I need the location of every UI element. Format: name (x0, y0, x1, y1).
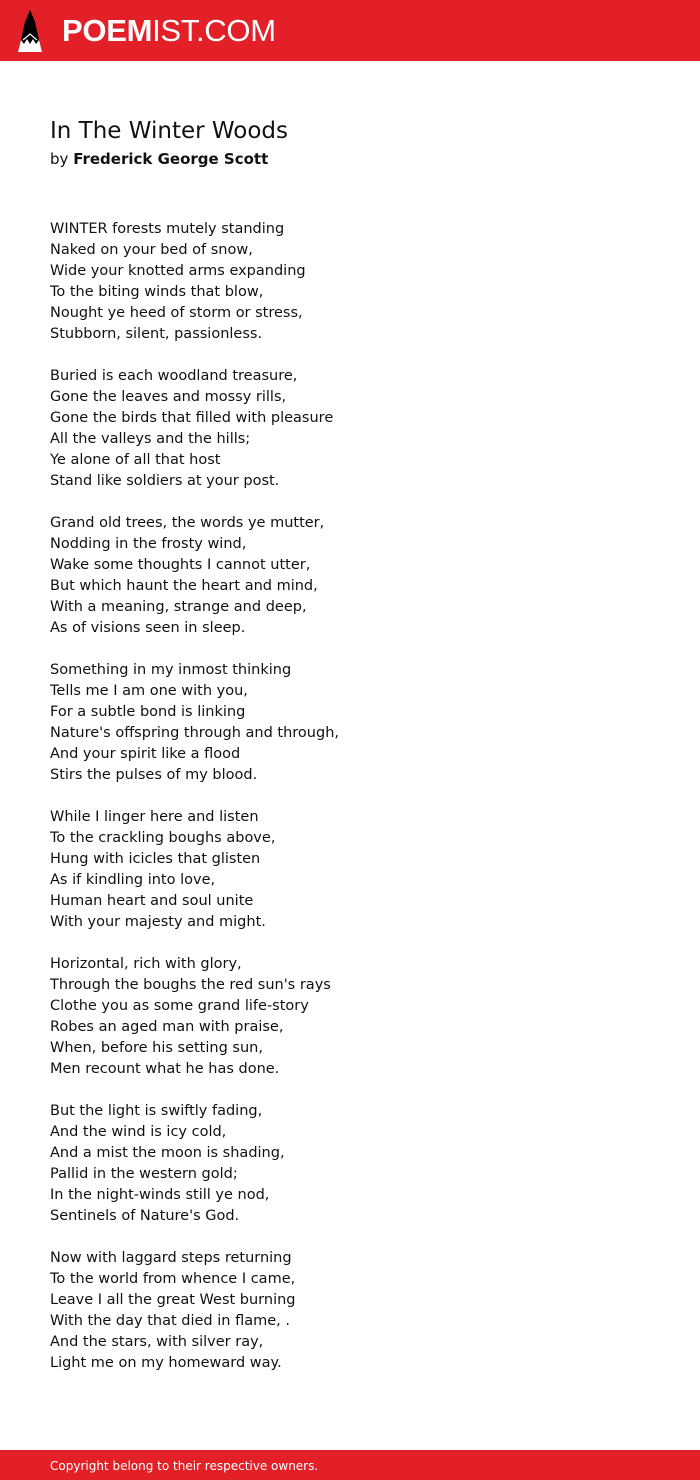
poem-line: Light me on my homeward way. (50, 1355, 282, 1371)
poem-line: To the world from whence I came, (50, 1271, 296, 1287)
poem-stanza (50, 807, 650, 933)
poem-line: Pallid in the western gold; (50, 1166, 238, 1182)
poem-line: Stand like soldiers at your post. (50, 473, 280, 489)
poem-line: Stubborn, silent, passionless. (50, 326, 263, 342)
poem-line: Ye alone of all that host (50, 452, 221, 468)
poem-line: Hung with icicles that glisten (50, 851, 261, 867)
poem-line: To the crackling boughs above, (50, 830, 276, 846)
logo-light-text: IST.COM (152, 13, 276, 48)
poem-byline (50, 148, 268, 170)
poem-line: Buried is each woodland treasure, (50, 368, 298, 384)
copyright-text: Copyright belong to their respective owners. (50, 1459, 319, 1473)
poem-line: Now with laggard steps returning (50, 1250, 292, 1266)
poem-line: Sentinels of Nature's God. (50, 1208, 240, 1224)
pencil-icon[interactable] (18, 10, 42, 52)
poem-line: And a mist the moon is shading, (50, 1145, 285, 1161)
poem-line: With your majesty and might. (50, 914, 266, 930)
poem-stanza (50, 366, 650, 492)
poem-line: Stirs the pulses of my blood. (50, 767, 258, 783)
poem-line: Nature's offspring through and through, (50, 725, 339, 741)
poem-line: Robes an aged man with praise, (50, 1019, 284, 1035)
poem-line: Naked on your bed of snow, (50, 242, 253, 258)
poem-line: Tells me I am one with you, (50, 683, 248, 699)
poem-line: Gone the birds that filled with pleasure (50, 410, 334, 426)
poem-line: And your spirit like a flood (50, 746, 241, 762)
poem-line: Nought ye heed of storm or stress, (50, 305, 303, 321)
site-footer (0, 1450, 700, 1480)
poem-line: In the night-winds still ye nod, (50, 1187, 270, 1203)
poem-line: Leave I all the great West burning (50, 1292, 296, 1308)
poem-line: Gone the leaves and mossy rills, (50, 389, 287, 405)
poem-line: Horizontal, rich with glory, (50, 956, 242, 972)
poem-stanza (50, 219, 650, 345)
poem-line: All the valleys and the hills; (50, 431, 251, 447)
poem-line: And the wind is icy cold, (50, 1124, 227, 1140)
poem-line: Wake some thoughts I cannot utter, (50, 557, 311, 573)
poem-line: Wide your knotted arms expanding (50, 263, 306, 279)
site-header (0, 0, 700, 61)
poem-line: To the biting winds that blow, (50, 284, 264, 300)
poem-line: With a meaning, strange and deep, (50, 599, 307, 615)
poem-body (50, 219, 650, 1395)
poem-line: Something in my inmost thinking (50, 662, 292, 678)
poem-line: WINTER forests mutely standing (50, 221, 285, 237)
poem-line: While I linger here and listen (50, 809, 259, 825)
poem-line: Human heart and soul unite (50, 893, 254, 909)
poem-line: But the light is swiftly fading, (50, 1103, 263, 1119)
poem-line: Nodding in the frosty wind, (50, 536, 247, 552)
poem-line: Through the boughs the red sun's rays (50, 977, 331, 993)
poem-line: Clothe you as some grand life-story (50, 998, 309, 1014)
poem-line: And the stars, with silver ray, (50, 1334, 264, 1350)
poem-line: Grand old trees, the words ye mutter, (50, 515, 325, 531)
logo-strong-text: POEM (62, 13, 153, 48)
by-label: by (50, 150, 69, 168)
poem-stanza (50, 1101, 650, 1227)
poem-stanza (50, 1248, 650, 1374)
poem-stanza (50, 513, 650, 639)
poem-line: When, before his setting sun, (50, 1040, 263, 1056)
poem-line: As of visions seen in sleep. (50, 620, 246, 636)
site-logo[interactable] (62, 13, 276, 49)
poem-line: For a subtle bond is linking (50, 704, 246, 720)
poem-line: Men recount what he has done. (50, 1061, 280, 1077)
poem-author: Frederick George Scott (73, 150, 269, 168)
poem-stanza (50, 660, 650, 786)
poem-line: With the day that died in flame, . (50, 1313, 290, 1329)
poem-stanza (50, 954, 650, 1080)
poem-line: But which haunt the heart and mind, (50, 578, 318, 594)
poem-line: As if kindling into love, (50, 872, 216, 888)
poem-title: In The Winter Woods (50, 118, 289, 144)
